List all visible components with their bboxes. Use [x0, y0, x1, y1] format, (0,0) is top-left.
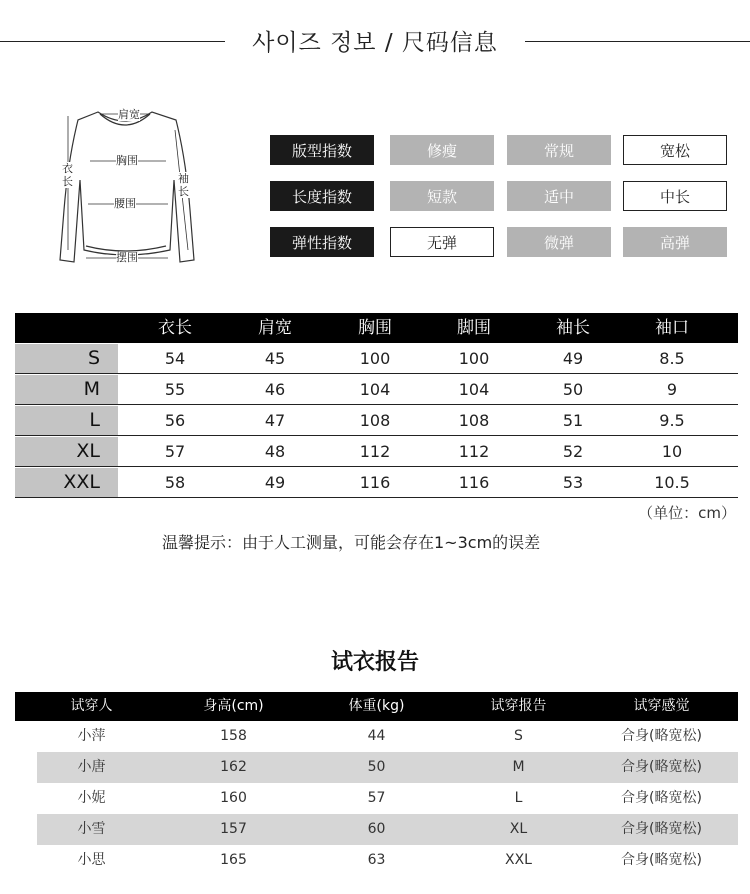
measurement-tip: 温馨提示：由于人工测量，可能会存在1~3cm的误差 [162, 533, 541, 552]
size-cell: 48 [264, 442, 286, 461]
report-cell: 小萍 [77, 728, 106, 744]
col-header-cuff: 袖口 [655, 318, 689, 338]
report-cell: 158 [220, 728, 247, 744]
size-cell: 52 [562, 442, 584, 461]
col-header-sleeve: 袖长 [556, 318, 590, 338]
report-cell: 63 [367, 852, 386, 868]
report-cell: 162 [220, 759, 247, 775]
col-header-feeling: 试穿感觉 [633, 698, 690, 714]
label-sleeve: 袖长 [178, 172, 189, 198]
col-header-hem: 脚围 [457, 318, 491, 338]
report-cell: L [514, 790, 523, 806]
report-cell: 160 [220, 790, 247, 806]
index-label-stretch: 弹性指数 [270, 227, 374, 257]
size-cell: 10 [661, 442, 683, 461]
size-cell: 49 [562, 349, 584, 368]
col-header-chest: 胸围 [358, 318, 392, 338]
label-length: 衣长 [62, 162, 73, 188]
label-hem: 摆围 [116, 251, 138, 264]
report-cell: 合身(略宽松) [621, 759, 702, 775]
size-cell: 112 [458, 442, 490, 461]
size-label: L [15, 406, 118, 435]
index-option-fit-loose: 宽松 [623, 135, 727, 165]
report-cell: 合身(略宽松) [621, 821, 702, 837]
report-title: 试衣报告 [330, 650, 419, 675]
size-row [15, 436, 738, 467]
size-cell: 51 [562, 411, 584, 430]
report-row [37, 752, 738, 783]
index-option-length-medium: 适中 [507, 181, 611, 211]
size-cell: 8.5 [659, 349, 685, 368]
size-cell: 47 [264, 411, 286, 430]
size-table [15, 313, 738, 498]
size-label: XL [15, 437, 118, 466]
size-cell: 9.5 [659, 411, 685, 430]
size-cell: 10.5 [654, 473, 690, 492]
size-label: M [15, 375, 118, 404]
size-cell: 116 [458, 473, 490, 492]
report-cell: 合身(略宽松) [621, 852, 702, 868]
col-header-tester: 试穿人 [70, 698, 113, 714]
size-cell: 112 [359, 442, 391, 461]
index-option-stretch-none: 无弹 [390, 227, 494, 257]
report-cell: 合身(略宽松) [621, 728, 702, 744]
report-cell: XXL [505, 852, 532, 868]
report-cell: 小唐 [77, 759, 106, 775]
index-option-stretch-high: 高弹 [623, 227, 727, 257]
report-cell: 小思 [77, 852, 106, 868]
col-header-weight: 体重(kg) [348, 698, 405, 714]
col-header-length: 衣长 [158, 318, 192, 338]
size-cell: 55 [164, 380, 186, 399]
report-table-header [15, 692, 738, 721]
size-row [15, 467, 738, 498]
col-header-fit-size: 试穿报告 [490, 698, 547, 714]
report-cell: XL [509, 821, 528, 837]
index-option-length-short: 短款 [390, 181, 494, 211]
size-cell: 9 [666, 380, 678, 399]
index-label-fit: 版型指数 [270, 135, 374, 165]
report-cell: 60 [367, 821, 386, 837]
label-waist: 腰围 [114, 197, 136, 210]
size-cell: 104 [458, 380, 490, 399]
garment-diagram [40, 100, 210, 270]
size-label: XXL [15, 468, 118, 497]
size-cell: 108 [359, 411, 391, 430]
size-label: S [15, 344, 118, 373]
report-cell: 合身(略宽松) [621, 790, 702, 806]
report-cell: 50 [367, 759, 386, 775]
size-cell: 116 [359, 473, 391, 492]
col-header-height: 身高(cm) [203, 698, 264, 714]
index-option-stretch-slight: 微弹 [507, 227, 611, 257]
index-option-fit-slim: 修瘦 [390, 135, 494, 165]
page-title: 사이즈 정보 / 尺码信息 [252, 30, 498, 56]
report-cell: S [514, 728, 523, 744]
report-cell: 165 [220, 852, 247, 868]
report-cell: 157 [220, 821, 247, 837]
size-row [15, 343, 738, 374]
index-label-length: 长度指数 [270, 181, 374, 211]
report-cell: 小雪 [77, 821, 106, 837]
report-cell: 44 [367, 728, 386, 744]
size-cell: 100 [458, 349, 490, 368]
size-cell: 49 [264, 473, 286, 492]
size-cell: 54 [164, 349, 186, 368]
report-cell: 小妮 [77, 790, 106, 806]
size-cell: 50 [562, 380, 584, 399]
col-header-shoulder: 肩宽 [258, 318, 292, 338]
report-row [37, 814, 738, 845]
size-cell: 56 [164, 411, 186, 430]
index-option-length-long: 中长 [623, 181, 727, 211]
index-option-fit-regular: 常规 [507, 135, 611, 165]
size-row [15, 374, 738, 405]
size-cell: 45 [264, 349, 286, 368]
report-cell: M [512, 759, 525, 775]
size-cell: 108 [458, 411, 490, 430]
label-chest: 胸围 [116, 154, 138, 167]
size-row [15, 405, 738, 436]
report-row [15, 845, 738, 876]
report-row [15, 721, 738, 752]
size-cell: 58 [164, 473, 186, 492]
report-row [15, 783, 738, 814]
report-cell: 57 [367, 790, 386, 806]
size-cell: 53 [562, 473, 584, 492]
size-table-header [15, 313, 738, 343]
unit-note: （单位：cm） [638, 504, 736, 522]
size-cell: 57 [164, 442, 186, 461]
size-cell: 46 [264, 380, 286, 399]
label-shoulder: 肩宽 [118, 108, 140, 121]
fitting-report-table [15, 692, 738, 876]
size-cell: 100 [359, 349, 391, 368]
size-cell: 104 [359, 380, 391, 399]
